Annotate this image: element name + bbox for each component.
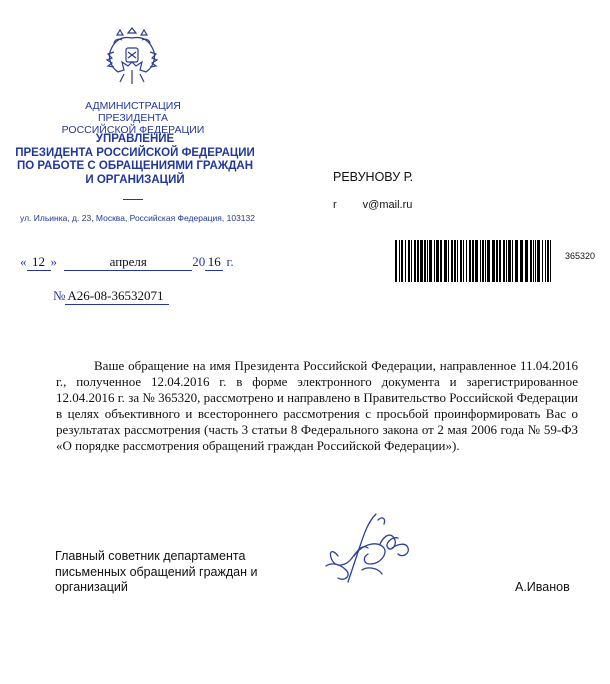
barcode-number: 365320 [565,251,596,261]
barcode-bar [487,240,490,282]
barcode-bar [399,240,400,282]
signatory-name: А.Иванов [515,580,570,594]
barcode-bar [547,240,549,282]
barcode-bar [533,240,534,282]
barcode-bar [472,240,474,282]
barcode-bar [520,240,523,282]
barcode-bar [463,240,464,282]
reference-number [53,288,169,305]
barcode-bar [499,240,501,282]
barcode-bar [512,240,513,282]
department-line-2: ПРЕЗИДЕНТА РОССИЙСКОЙ ФЕДЕРАЦИИ [15,146,255,159]
barcode-bar [420,240,423,282]
date-day: 12 [27,254,51,271]
barcode-bar [444,240,447,282]
recipient-name: РЕВУНОВУ Р. [333,170,414,184]
barcode-bar [545,240,546,282]
barcode-bar [434,240,435,282]
email-suffix: v@mail.ru [362,199,413,211]
email-prefix: r [333,199,337,211]
barcode-bar [508,240,511,282]
signatory-title [55,549,275,596]
barcode-bar [492,240,495,282]
handwritten-signature [318,508,428,588]
barcode-bar [515,240,518,282]
administration-heading [58,100,208,136]
barcode-bar [440,240,442,282]
barcode-bar [427,240,428,282]
date-close-quote: » [50,254,57,269]
department-address: ул. Ильинка, д. 23, Москва, Российская Федерация, 103132 [20,213,255,223]
barcode-bar [395,240,397,282]
barcode-bar [414,240,416,282]
date-month: апреля [64,254,192,271]
barcode-bar [542,240,543,282]
barcode-bar [429,240,432,282]
barcode-bar [401,240,403,282]
barcode-bar [485,240,486,282]
reference-prefix: № [53,288,66,303]
department-line-4: И ОРГАНИЗАЦИЙ [85,173,185,186]
barcode-bar [550,240,551,282]
letter-date [20,254,234,271]
divider [123,199,143,200]
recipient-email [333,199,412,211]
barcode-bar [537,240,540,282]
coat-of-arms-icon [100,22,164,92]
barcode-bar [457,240,458,282]
barcode-bar [451,240,453,282]
date-open-quote: « [20,254,27,269]
administration-line-2: РОССИЙСКОЙ ФЕДЕРАЦИИ [61,124,205,136]
barcode-bar [466,240,467,282]
barcode-bar [460,240,462,282]
letter-body: Ваше обращение на имя Президента Российской Федерации, направленное 11.04.2016 г., полученное 12.04.2016 г. в форме электронного документа и зарегистрированное 12.04.2016 г. за № 365320, рассмотрено и направлено в Правительство Российской Федерации в целях объективного и всестороннего рассмотрения с просьбой проинформировать Вас о результатах рассмотрения (часть 3 статьи 8 Федерального закона от 2 мая 2006 года № 59-ФЗ «О порядке рассмотрения обращений граждан Российской Федерации»). [56,358,578,453]
barcode-bar [417,240,419,282]
barcode-bar [408,240,410,282]
barcode [395,240,555,282]
barcode-bar [525,240,528,282]
signatory-title-line-1: Главный советник департамента [55,549,246,563]
barcode-bar [480,240,481,282]
barcode-bar [482,240,484,282]
barcode-bar [496,240,498,282]
barcode-bar [424,240,426,282]
department-line-3: ПО РАБОТЕ С ОБРАЩЕНИЯМИ ГРАЖДАН [16,160,254,172]
barcode-bar [411,240,412,282]
date-year: 16 [205,254,223,271]
barcode-bar [535,240,536,282]
barcode-bar [405,240,406,282]
barcode-bar [475,240,478,282]
barcode-bar [506,240,507,282]
department-line-1: УПРАВЛЕНИЕ [95,133,175,145]
administration-line-1: АДМИНИСТРАЦИЯ ПРЕЗИДЕНТА [85,100,181,124]
barcode-bar [448,240,449,282]
barcode-bar [436,240,439,282]
date-year-abbr: г. [226,254,234,269]
barcode-bar [469,240,471,282]
signatory-title-line-3: организаций [55,580,128,594]
date-year-prefix: 20 [192,254,206,269]
signatory-title-line-2: письменных обращений граждан и [55,564,258,579]
department-heading [14,133,256,187]
barcode-bar [530,240,532,282]
barcode-bar [454,240,456,282]
reference-value: А26-08-36532071 [65,288,169,305]
barcode-bar [503,240,505,282]
